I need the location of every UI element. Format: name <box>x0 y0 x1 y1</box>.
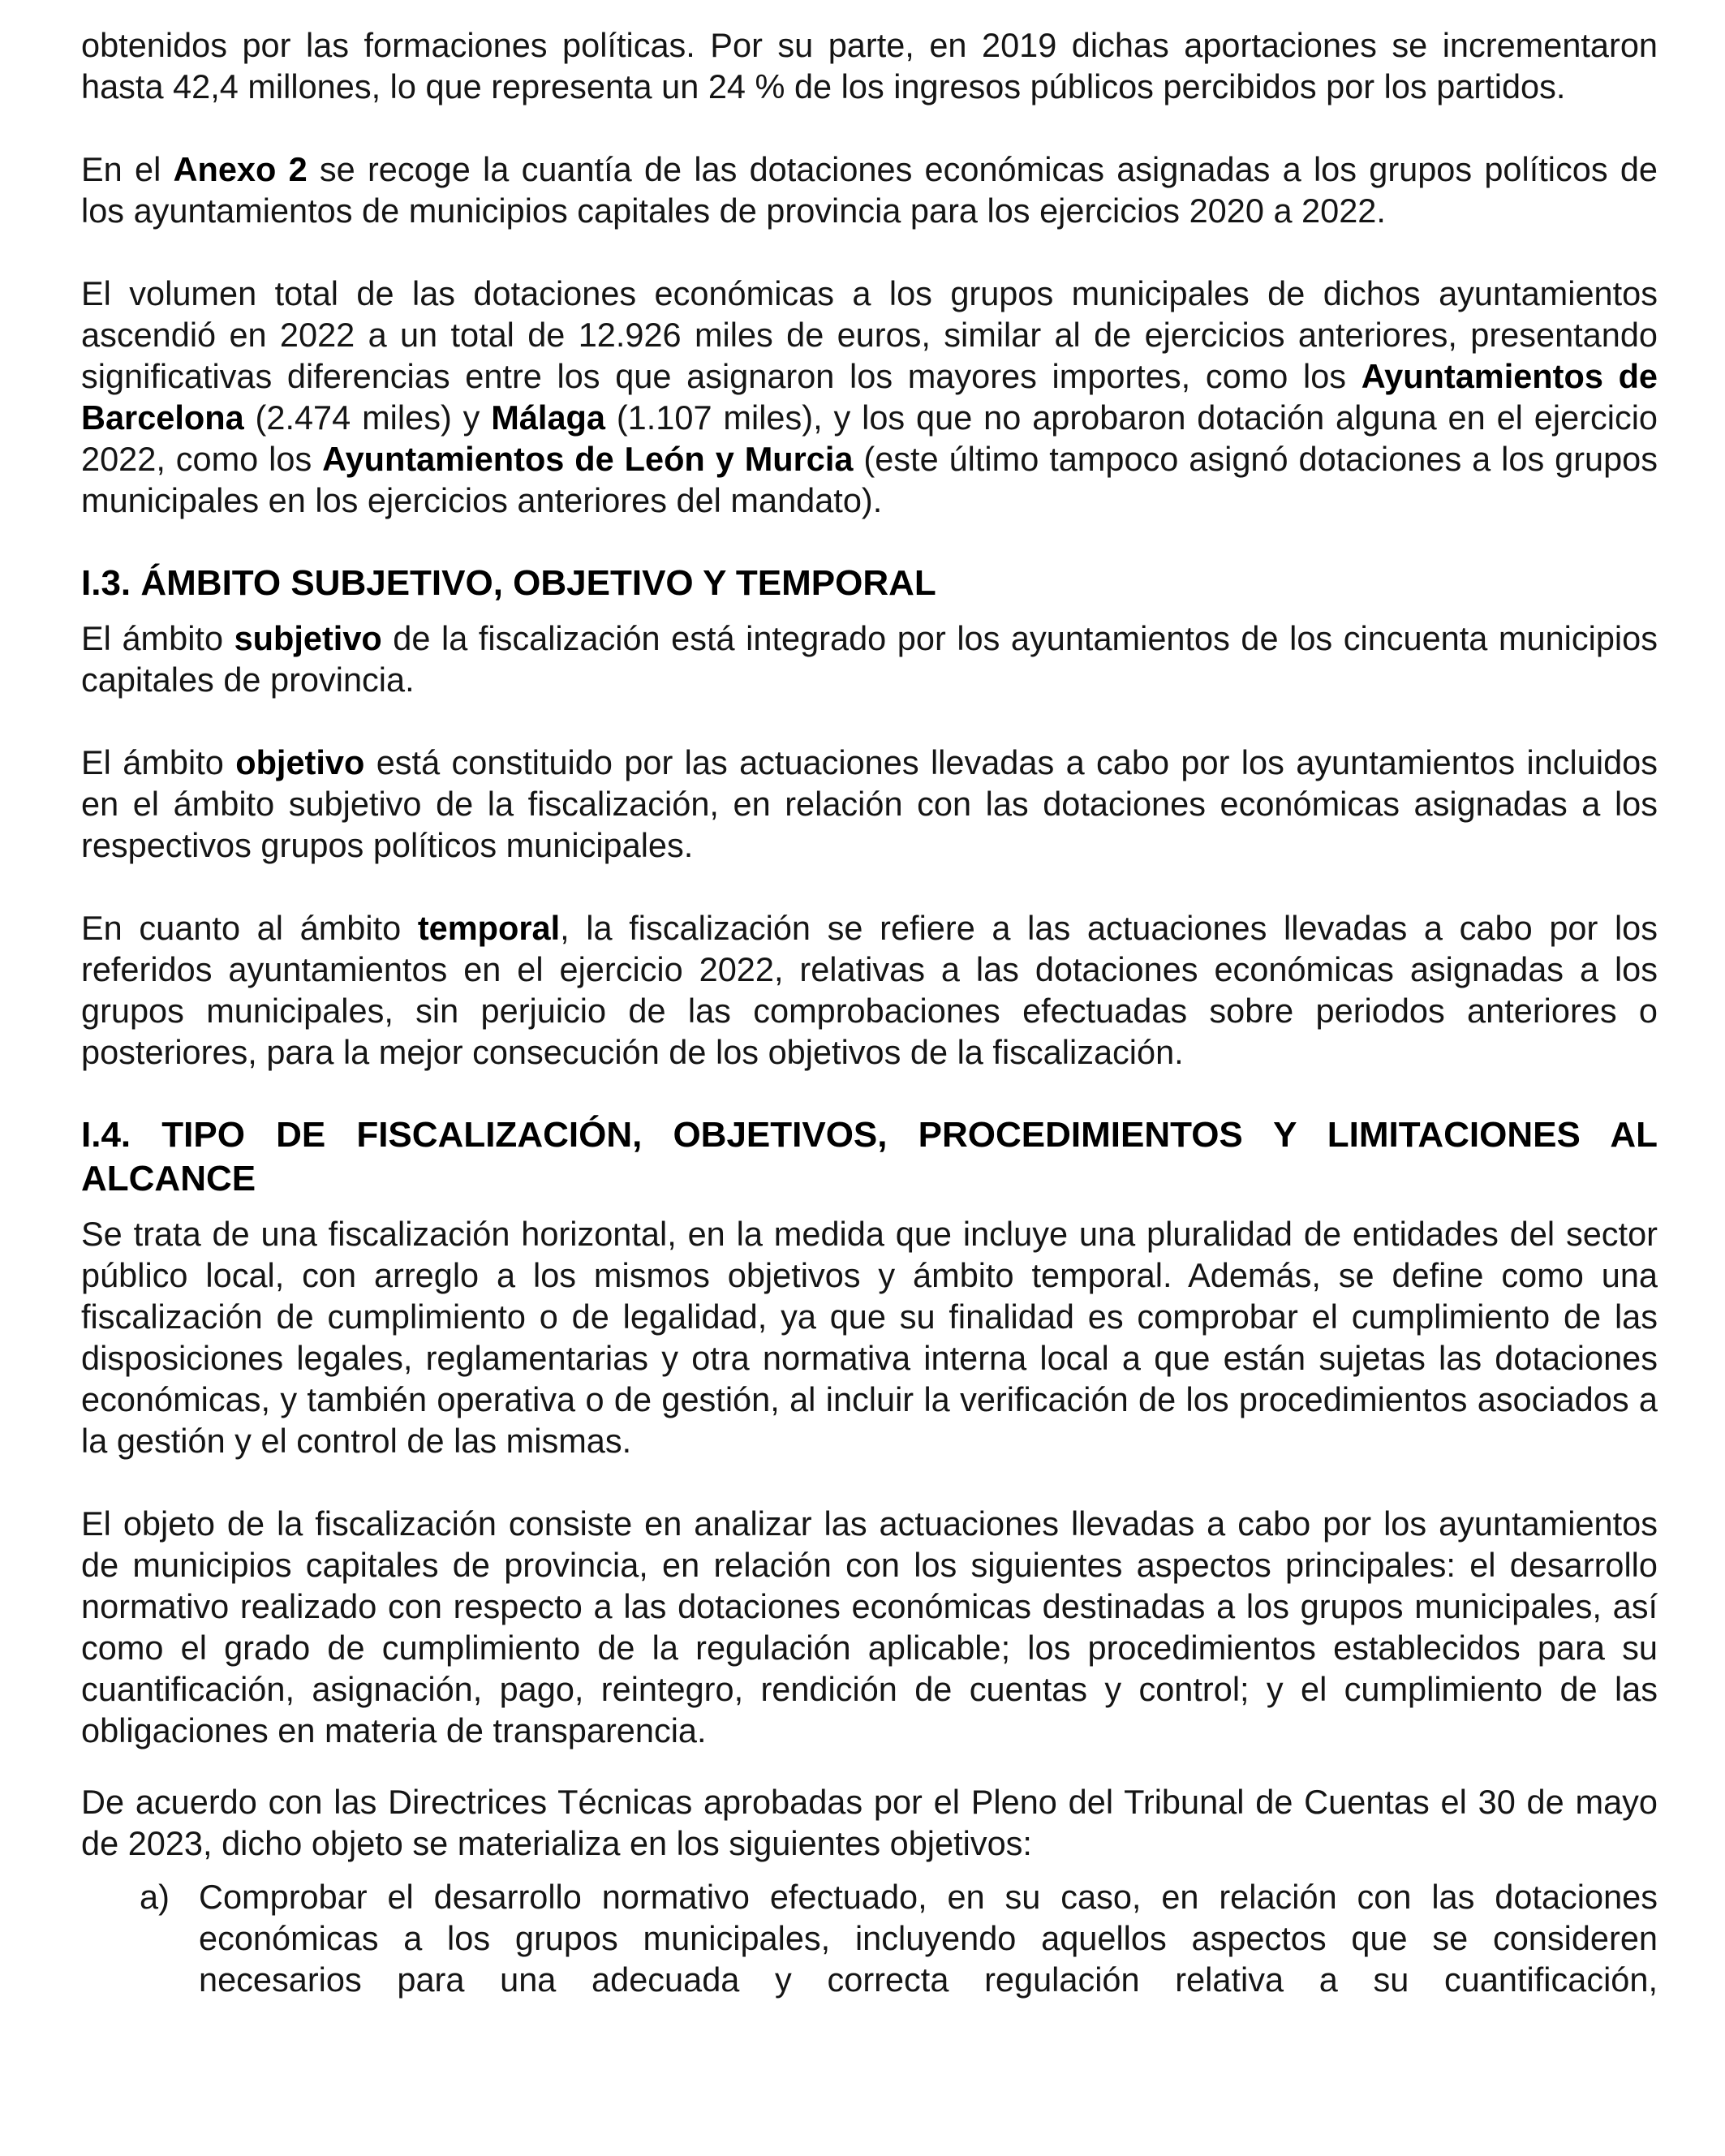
emphasis-barcelona: Ayuntamientos de Barcelona <box>81 357 1658 437</box>
list-item-text: Comprobar el desarrollo normativo efectuado, en su caso, en relación con las dotaciones económicas a los grupos municipales, incluyendo aquellos aspectos que se consideren necesarios para una adecuada y correcta regulación relativa a su cuantificación, <box>199 1878 1658 1999</box>
anexo-reference: Anexo 2 <box>173 150 308 188</box>
emphasis-leon-murcia: Ayuntamientos de León y Murcia <box>322 440 854 478</box>
text-run: El volumen total de las dotaciones económicas a los grupos municipales de dichos ayuntamientos ascendió en 2022 a un total de 12.926 miles de euros, similar al de ejercicios anteriores, presentando significativas diferencias entre los que asignaron los mayores importes, como los <box>81 274 1658 395</box>
list-marker-label: a) <box>140 1878 170 1916</box>
paragraph-directrices: De acuerdo con las Directrices Técnicas aprobadas por el Pleno del Tribunal de Cuentas el 30 de mayo de 2023, dicho objeto se materializa en los siguientes objetivos: <box>81 1783 1658 1862</box>
paragraph-subjetivo <box>81 618 1658 700</box>
spacer <box>81 1201 1658 1213</box>
paragraph-temporal <box>81 907 1658 1073</box>
spacer <box>81 605 1658 618</box>
text-run: El ámbito <box>81 743 236 781</box>
paragraph-aportaciones: obtenidos por las formaciones políticas. Por su parte, en 2019 dichas aportaciones se incrementaron hasta 42,4 millones, lo que representa un 24 % de los ingresos públicos percibidos por los partidos. <box>81 26 1658 105</box>
spacer <box>81 1864 1658 1876</box>
spacer <box>81 231 1658 273</box>
text-run: , la fiscalización se refiere a las actuaciones llevadas a cabo por los referidos ayuntamientos en el ejercicio 2022, relativas a las dotaciones económicas asignadas a los grupos municipales, sin perjuicio de las comprobaciones efectuadas sobre periodos anteriores o posteriores, para la mejor consecución de los objetivos de la fiscalización. <box>81 909 1658 1071</box>
text-run: (este último tampoco asignó dotaciones a los grupos municipales en los ejercicios anteriores del mandato). <box>81 440 1658 519</box>
text-run: En cuanto al ámbito <box>81 909 418 947</box>
emphasis-temporal: temporal <box>417 909 561 947</box>
text-run: se recoge la cuantía de las dotaciones económicas asignadas a los grupos políticos de los ayuntamientos de municipios capitales de provincia para los ejercicios 2020 a 2022. <box>81 150 1658 230</box>
spacer <box>81 700 1658 742</box>
paragraph-tipo-fiscalizacion: Se trata de una fiscalización horizontal, en la medida que incluye una pluralidad de entidades del sector público local, con arreglo a los mismos objetivos y ámbito temporal. Además, se define como una fiscalización de cumplimiento o de legalidad, ya que su finalidad es comprobar el cumplimiento de las disposiciones legales, reglamentarias y otra normativa interna local a que están sujetas las dotaciones económicas, y también operativa o de gestión, al incluir la verificación de los procedimientos asociados a la gestión y el control de las mismas. <box>81 1215 1658 1460</box>
text-run: de la fiscalización está integrado por los ayuntamientos de los cincuenta municipios capitales de provincia. <box>81 619 1658 699</box>
spacer <box>81 1461 1658 1503</box>
section-heading-tipo: I.4. TIPO DE FISCALIZACIÓN, OBJETIVOS, PROCEDIMIENTOS Y LIMITACIONES AL ALCANCE <box>81 1115 1658 1198</box>
spacer <box>81 521 1658 562</box>
spacer <box>81 1073 1658 1113</box>
paragraph-objeto: El objeto de la fiscalización consiste en analizar las actuaciones llevadas a cabo por los ayuntamientos de municipios capitales de provincia, en relación con los siguientes aspectos principales: el desarrollo normativo realizado con respecto a las dotaciones económicas destinadas a los grupos municipales, así como el grado de cumplimiento de la regulación aplicable; los procedimientos establecidos para su cuantificación, asignación, pago, reintegro, rendición de cuentas y control; y el cumplimiento de las obligaciones en materia de transparencia. <box>81 1504 1658 1749</box>
paragraph-volumen <box>81 273 1658 521</box>
spacer <box>81 107 1658 148</box>
spacer <box>81 866 1658 907</box>
text-run: está constituido por las actuaciones llevadas a cabo por los ayuntamientos incluidos en el ámbito subjetivo de la fiscalización, en relación con las dotaciones económicas asignadas a los respectivos grupos políticos municipales. <box>81 743 1658 864</box>
text-run: En el <box>81 150 174 188</box>
text-run: (1.107 miles), y los que no aprobaron dotación alguna en el ejercicio 2022, como los <box>81 398 1658 478</box>
emphasis-malaga: Málaga <box>491 398 605 437</box>
section-heading-ambito: I.3. ÁMBITO SUBJETIVO, OBJETIVO Y TEMPORAL <box>81 563 936 603</box>
emphasis-objetivo: objetivo <box>235 743 365 781</box>
list-item <box>81 1876 1658 2000</box>
document-page <box>81 24 1658 2000</box>
text-run: (2.474 miles) y <box>243 398 492 437</box>
list-marker <box>81 1876 199 1917</box>
text-run: El ámbito <box>81 619 234 657</box>
paragraph-anexo <box>81 148 1658 231</box>
emphasis-subjetivo: subjetivo <box>234 619 382 657</box>
paragraph-objetivo <box>81 742 1658 866</box>
spacer <box>81 1751 1658 1781</box>
